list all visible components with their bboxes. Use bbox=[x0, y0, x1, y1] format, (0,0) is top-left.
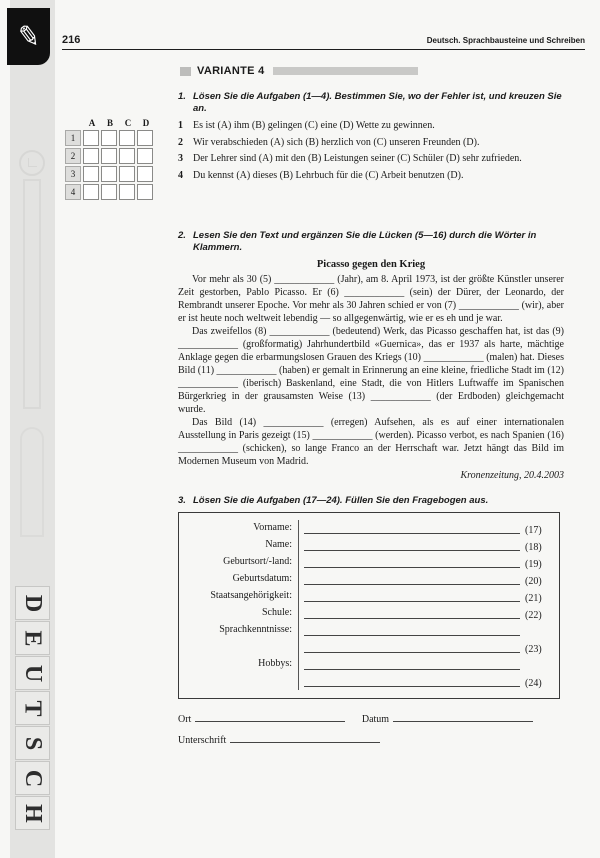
questionnaire-footer bbox=[178, 712, 560, 746]
field-number: (23) bbox=[525, 644, 542, 655]
row-number: 1 bbox=[65, 130, 81, 146]
answer-grid bbox=[65, 118, 160, 202]
tower-body-watermark bbox=[23, 179, 41, 409]
header-rule bbox=[62, 49, 585, 50]
exercise1-instruction bbox=[178, 91, 570, 115]
clock-tower-watermark bbox=[16, 150, 48, 537]
unterschrift-row bbox=[178, 733, 560, 746]
field-label: Sprachkenntnisse: bbox=[179, 622, 299, 639]
variante-title: VARIANTE 4 bbox=[197, 65, 265, 77]
field-label: Staatsangehörigkeit: bbox=[179, 588, 299, 605]
answer-cell[interactable] bbox=[101, 148, 117, 164]
form-row-sprachkenntnisse-line2 bbox=[179, 639, 551, 656]
item-number: 1 bbox=[178, 120, 183, 131]
exercise-number: 3. bbox=[178, 495, 186, 506]
answer-cell[interactable] bbox=[137, 166, 153, 182]
item-text: Es ist (A) ihm (B) gelingen (C) eine (D) Wette zu gewinnen. bbox=[193, 120, 435, 131]
fill-line[interactable] bbox=[304, 656, 520, 673]
datum-line[interactable] bbox=[393, 712, 533, 722]
reading-text-title: Picasso gegen den Krieg bbox=[316, 259, 426, 270]
ort-datum-row bbox=[178, 712, 560, 725]
answer-grid-row bbox=[65, 184, 160, 200]
exercise-number: 2. bbox=[178, 230, 186, 241]
unterschrift-line[interactable] bbox=[230, 733, 380, 743]
exercise2-body bbox=[178, 259, 564, 481]
column-letter: C bbox=[124, 118, 132, 128]
vertical-letter bbox=[15, 656, 50, 690]
fill-line[interactable] bbox=[304, 520, 520, 537]
exercise1-item bbox=[178, 170, 560, 183]
exercise1-item bbox=[178, 153, 560, 166]
row-number: 3 bbox=[65, 166, 81, 182]
field-number: (17) bbox=[525, 525, 542, 536]
pen-icon-box bbox=[7, 8, 50, 65]
heading-square-ornament bbox=[180, 67, 191, 76]
datum-label: Datum bbox=[361, 714, 390, 725]
sidebar-strip bbox=[10, 0, 55, 858]
answer-grid-row bbox=[65, 148, 160, 164]
answer-cell[interactable] bbox=[119, 148, 135, 164]
vertical-letter bbox=[15, 586, 50, 620]
instruction-text: Lösen Sie die Aufgaben (17—24). Füllen Sie den Fragebogen aus. bbox=[193, 495, 489, 506]
answer-cell[interactable] bbox=[83, 166, 99, 182]
answer-grid-header bbox=[65, 118, 160, 128]
vertical-letter bbox=[15, 691, 50, 725]
vertical-letter bbox=[15, 621, 50, 655]
fill-line[interactable] bbox=[304, 673, 520, 690]
grid-corner bbox=[65, 118, 83, 128]
exercise2-instruction bbox=[178, 230, 570, 254]
exercise-number: 1. bbox=[178, 91, 186, 102]
vertical-letter-text: U bbox=[20, 664, 46, 682]
answer-cell[interactable] bbox=[101, 166, 117, 182]
vertical-letter bbox=[15, 796, 50, 830]
answer-cell[interactable] bbox=[137, 184, 153, 200]
field-label-empty bbox=[179, 673, 299, 690]
item-text: Du kennst (A) dieses (B) Lehrbuch für die (C) Arbeit benutzen (D). bbox=[193, 169, 464, 181]
sidebar-vertical-title bbox=[15, 586, 50, 831]
fill-line[interactable] bbox=[304, 571, 520, 588]
field-number bbox=[525, 622, 551, 639]
field-label-empty bbox=[179, 639, 299, 656]
form-row-hobbys bbox=[179, 656, 551, 673]
form-row-sprachkenntnisse bbox=[179, 622, 551, 639]
field-number: (22) bbox=[525, 610, 542, 621]
vertical-letter-text: E bbox=[19, 629, 46, 647]
field-label: Vorname: bbox=[179, 520, 299, 537]
vertical-letter-text: D bbox=[20, 594, 46, 612]
reading-paragraph: Das zweifellos (8) ____________ (bedeutend) Werk, das Picasso geschaffen hat, ist das (9) ____________ (großformatig) Jahrhundertbild «Guernica», das er 1937 als harte, mächtige Anklage gegen die erbarmungslosen Grauen des Kriegs (10) ____________ (malen) hat. Dieses Bild (11) ____________ (haben) er gemalt in Erinnerung an eine kleine, friedliche Stadt im (12) ____________ (iberisch) Baskenland, eine Stadt, die von Hitlers Luftwaffe im Spanischen Bürgerkrieg in der grausamsten Weise (13) ____________ (der Erdboden) gleichgemacht wurde. bbox=[178, 326, 564, 415]
form-row-schule bbox=[179, 605, 551, 622]
answer-cell[interactable] bbox=[119, 166, 135, 182]
answer-cell[interactable] bbox=[83, 148, 99, 164]
page-header bbox=[62, 34, 585, 46]
row-number: 2 bbox=[65, 148, 81, 164]
fill-line[interactable] bbox=[304, 622, 520, 639]
fill-line[interactable] bbox=[304, 639, 520, 656]
vertical-letter-text: H bbox=[19, 803, 46, 823]
ort-label: Ort bbox=[178, 714, 192, 725]
answer-cell[interactable] bbox=[83, 130, 99, 146]
form-row-staatsangehoerigkeit bbox=[179, 588, 551, 605]
arch-watermark bbox=[20, 427, 44, 537]
item-text: Wir verabschieden (A) sich (B) herzlich von (C) unseren Freunden (D). bbox=[193, 136, 480, 148]
form-row-vorname bbox=[179, 520, 551, 537]
heading-bar-ornament bbox=[273, 67, 418, 75]
fill-line[interactable] bbox=[304, 588, 520, 605]
field-label: Hobbys: bbox=[179, 656, 299, 673]
fill-line[interactable] bbox=[304, 537, 520, 554]
vertical-letter-text: T bbox=[19, 699, 46, 717]
page-number: 216 bbox=[62, 34, 81, 46]
field-number: (19) bbox=[525, 559, 542, 570]
exercise1-item bbox=[178, 137, 560, 150]
exercise1-item bbox=[178, 120, 560, 133]
column-letter: D bbox=[142, 118, 150, 128]
row-number: 4 bbox=[65, 184, 81, 200]
form-row-hobbys-line2 bbox=[179, 673, 551, 690]
ort-line[interactable] bbox=[195, 712, 345, 722]
answer-cell[interactable] bbox=[101, 184, 117, 200]
field-label: Schule: bbox=[179, 605, 299, 622]
field-number bbox=[525, 656, 551, 673]
page-content bbox=[62, 34, 585, 754]
answer-cell[interactable] bbox=[137, 148, 153, 164]
variante-heading bbox=[180, 65, 418, 77]
vertical-letter-text: C bbox=[20, 769, 46, 787]
answer-cell[interactable] bbox=[137, 130, 153, 146]
column-letter: B bbox=[106, 118, 113, 128]
item-number: 2 bbox=[178, 136, 183, 148]
vertical-letter bbox=[15, 761, 50, 795]
fill-line[interactable] bbox=[304, 605, 520, 622]
item-number: 3 bbox=[178, 153, 183, 164]
instruction-text: Lösen Sie die Aufgaben (1—4). Bestimmen Sie, wo der Fehler ist, und kreuzen Sie an. bbox=[193, 91, 562, 114]
questionnaire-table bbox=[178, 512, 560, 699]
unterschrift-label: Unterschrift bbox=[178, 735, 227, 746]
field-label: Geburtsort/-land: bbox=[179, 554, 299, 571]
running-head: Deutsch. Sprachbausteine und Schreiben bbox=[426, 36, 585, 45]
field-label: Geburtsdatum: bbox=[179, 571, 299, 588]
answer-cell[interactable] bbox=[119, 130, 135, 146]
answer-grid-row bbox=[65, 166, 160, 182]
reading-paragraph: Vor mehr als 30 (5) ____________ (Jahr), am 8. April 1973, ist der größte Künstler unserer Zeit gestorben, Pablo Picasso. Er (6) ____________ (sein) der Dürer, der Leonardo, der Rembrandt unserer Epoche. Vor mehr als 30 Jahren schied er von (7) ____________ (wir), aber er ist heute noch weltweit lebendig — so allgegenwärtig, wie er es eh und je war. bbox=[178, 274, 564, 324]
field-number: (20) bbox=[525, 576, 542, 587]
field-number: (21) bbox=[525, 593, 542, 604]
fill-line[interactable] bbox=[304, 554, 520, 571]
column-letter: A bbox=[88, 118, 96, 128]
form-row-name bbox=[179, 537, 551, 554]
vertical-letter bbox=[15, 726, 50, 760]
vertical-letter-text: S bbox=[19, 736, 46, 750]
item-number: 4 bbox=[178, 169, 183, 181]
answer-cell[interactable] bbox=[83, 184, 99, 200]
field-label: Name: bbox=[179, 537, 299, 554]
instruction-text: Lesen Sie den Text und ergänzen Sie die Lücken (5—16) durch die Wörter in Klammern. bbox=[193, 230, 537, 253]
field-number: (24) bbox=[525, 678, 542, 689]
pen-icon: ✎ bbox=[14, 18, 43, 54]
form-row-geburtsdatum bbox=[179, 571, 551, 588]
item-text: Der Lehrer sind (A) mit den (B) Leistungen seiner (C) Schüler (D) sehr zufrieden. bbox=[193, 153, 522, 164]
source-attribution: Kronenzeitung, 20.4.2003 bbox=[460, 470, 564, 481]
answer-cell[interactable] bbox=[119, 184, 135, 200]
field-number: (18) bbox=[525, 542, 542, 553]
answer-grid-row bbox=[65, 130, 160, 146]
reading-paragraph: Das Bild (14) ____________ (erregen) Aufsehen, als es auf einer internationalen Ausstellung in Paris gezeigt (15) ____________ (werden). Picasso verbot, es nach Spanien (16) ____________ (schicken), so lange Franco an der Herrschaft war. Jetzt hängt das Bild im Modernen Museum von Madrid. bbox=[178, 417, 564, 467]
exercise1-body bbox=[70, 118, 560, 216]
form-row-geburtsort bbox=[179, 554, 551, 571]
exercise3-instruction bbox=[178, 495, 570, 507]
clock-face-watermark bbox=[19, 150, 45, 176]
answer-cell[interactable] bbox=[101, 130, 117, 146]
